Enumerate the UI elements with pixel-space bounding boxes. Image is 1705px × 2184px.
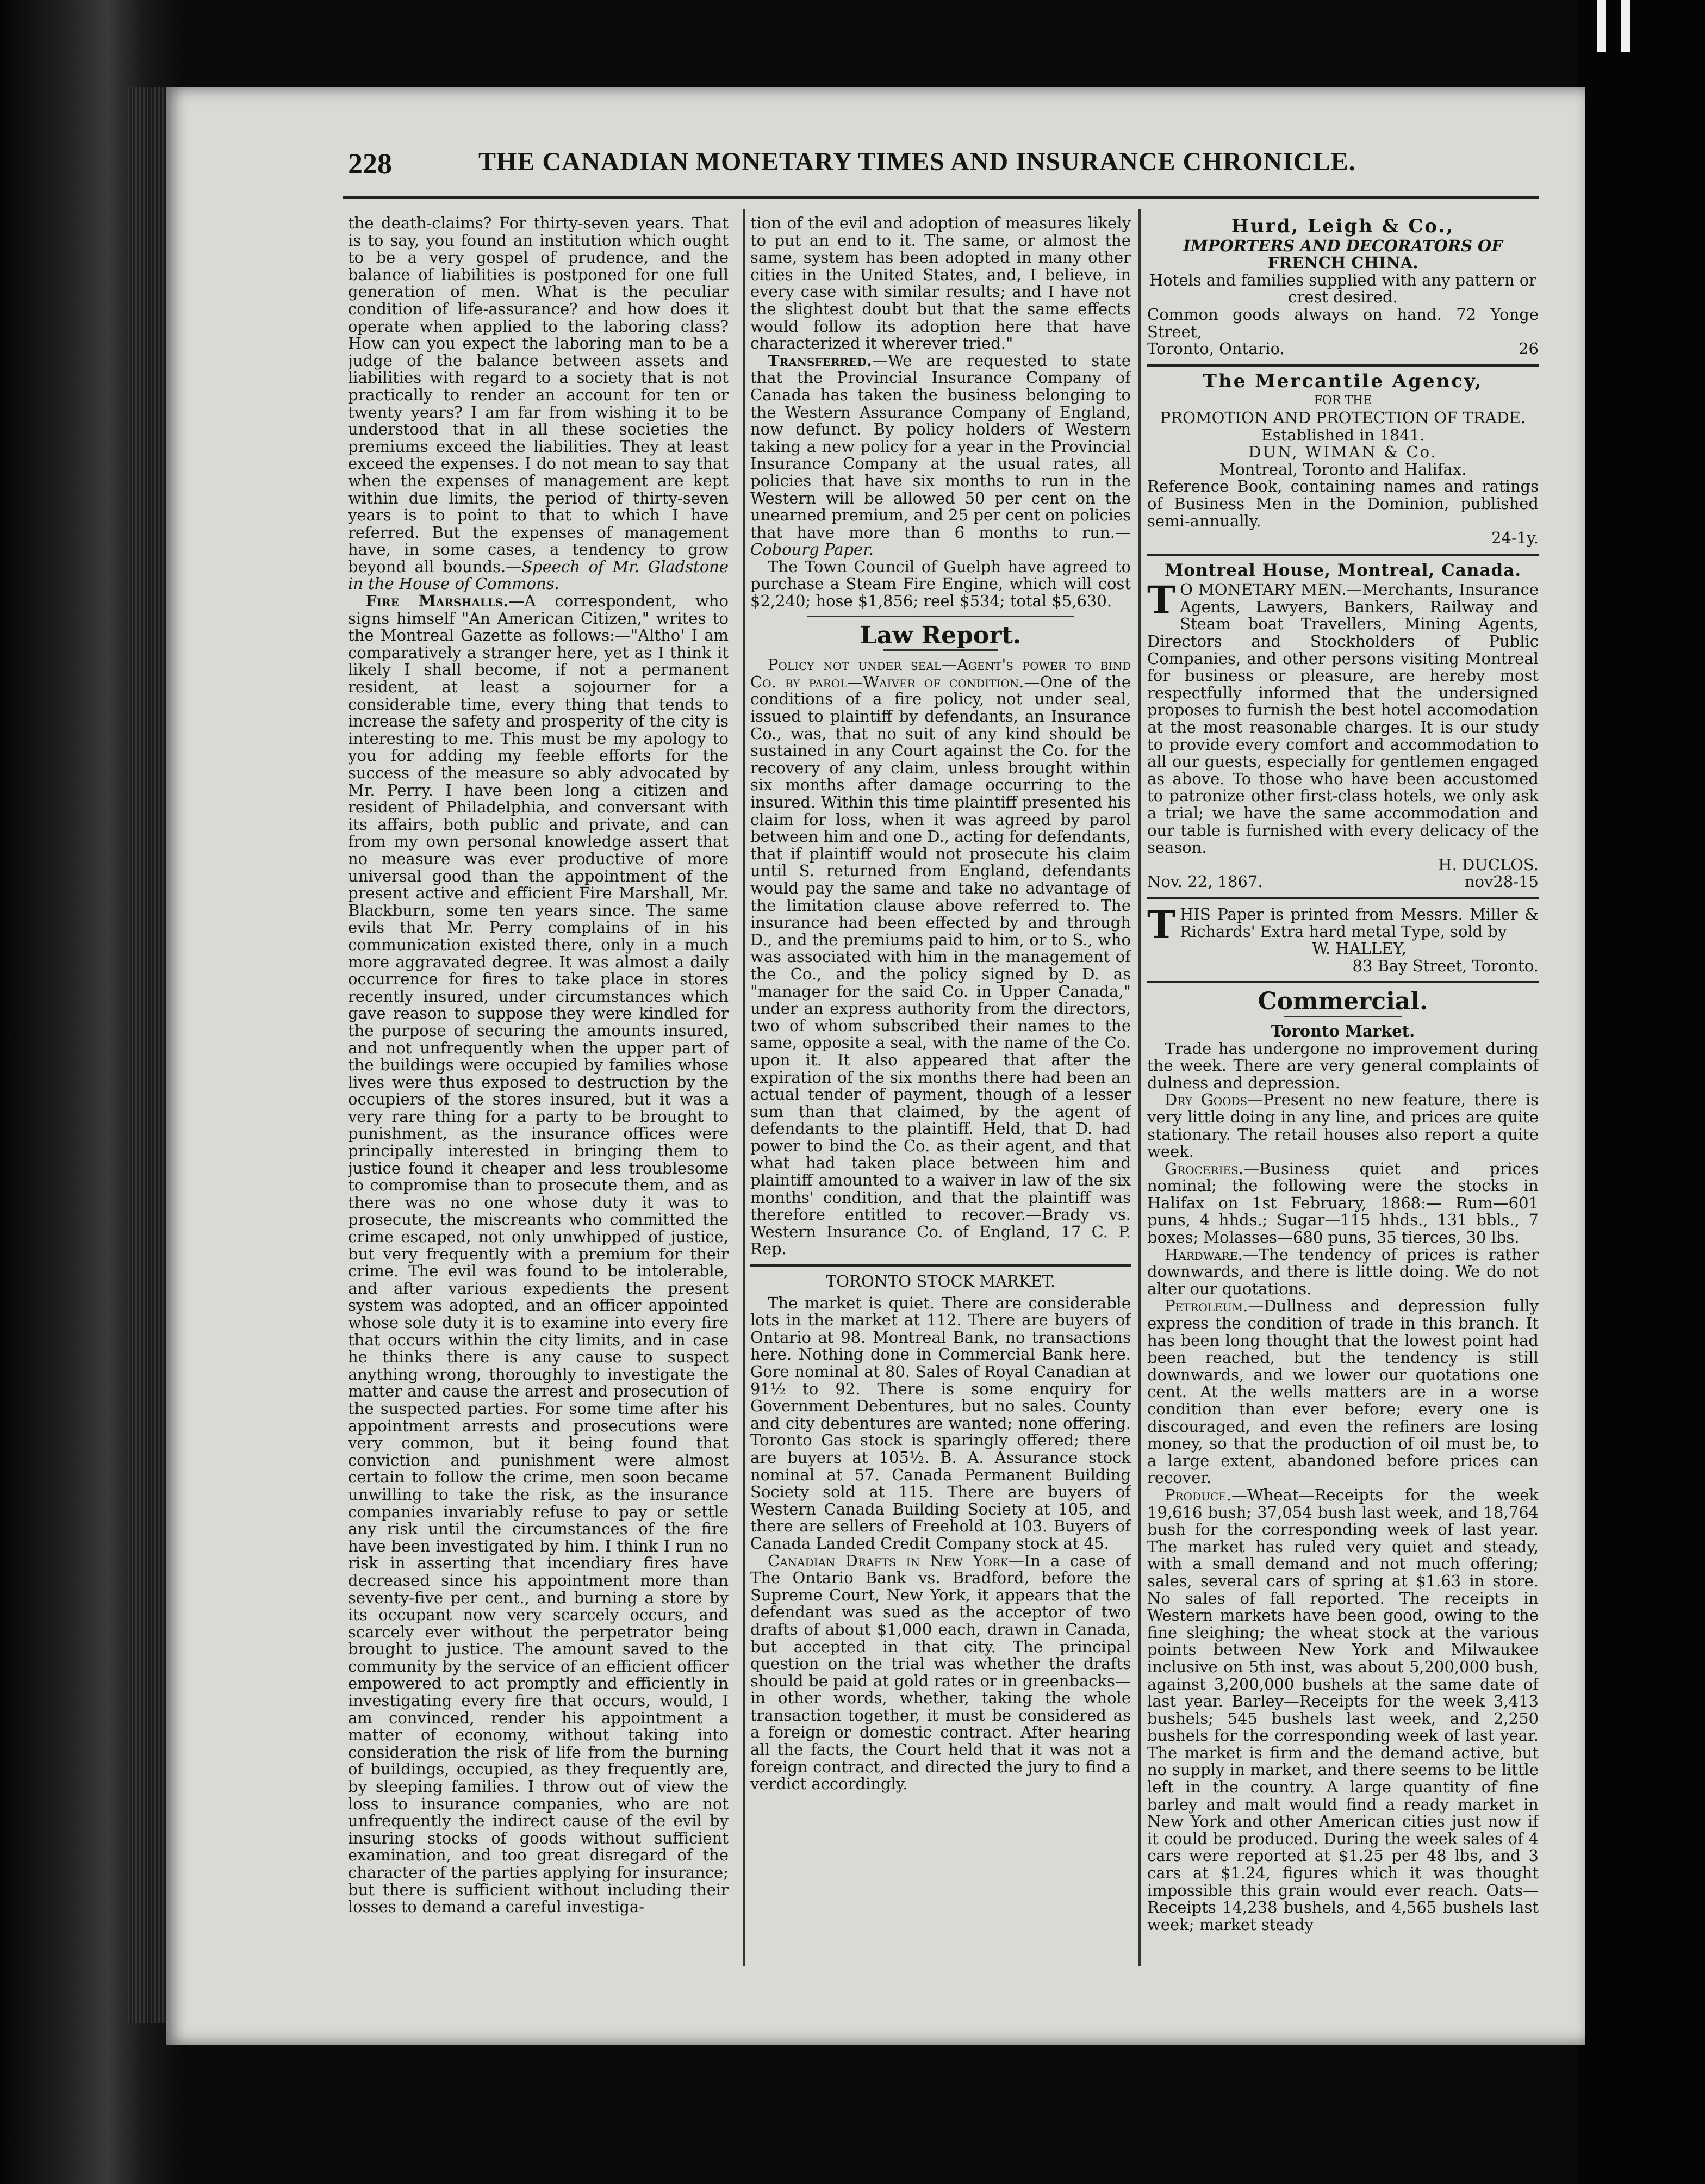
advertisement-mercantile-agency [1147, 370, 1539, 548]
ad-code: 24-1y. [1491, 529, 1539, 548]
ad-divider [1147, 554, 1539, 556]
ad-code: nov28-15 [1464, 872, 1539, 891]
ad-text: Common goods always on hand. 72 Yonge Street, [1147, 305, 1539, 341]
article-head: Transferred. [768, 351, 872, 370]
section-divider [1284, 1016, 1402, 1017]
advertisement-montreal-house [1147, 562, 1539, 891]
article-paragraph [750, 1553, 1131, 1793]
article-head: Fire Marshalls. [365, 592, 509, 611]
article-paragraph [750, 215, 1131, 352]
article-paragraph [750, 656, 1131, 1258]
section-title-law-report: Law Report. [860, 621, 1022, 649]
paragraph-text: —In a case of The Ontario Bank vs. Bradford, before the Supreme Court, New York, it appears that the defendant was sued as the acceptor of two drafts of about $1,000 each, drawn in Canada, but accepted in that city. The principal question on the trial was whether the drafts should be paid at gold rates or in greenbacks—in other words, whether, taking the whole transaction together, it must be considered as a foreign or domestic contract. After hearing all the facts, the Court held that it was not a foreign contract, and directed the jury to find a verdict accordingly. [750, 1551, 1131, 1794]
column-rule [743, 209, 745, 1966]
ad-text: O MONETARY MEN.—Merchants, Insurance Agents, Lawyers, Bankers, Railway and Steam boat Travellers, Mining Agents, Directors and Stockholders of Public Companies, and other persons visiting Montreal for business or pleasure, are hereby most respectfully informed that the undersigned proposes to furnish the best hotel accomodation at the most reasonable charges. It is our study to provide every comfort and accommodation to all our guests, especially for gentlemen engaged as above. To those who have been accustomed to patronize other first-class hotels, we only ask a trial; we have the same accommodation and our table is furnished with every delicacy of the season. [1147, 580, 1539, 857]
drop-cap: T [1147, 902, 1176, 947]
column-left [348, 215, 729, 1974]
ad-subtitle: PROMOTION AND PROTECTION OF TRADE. [1160, 408, 1526, 427]
section-title-stock-market: TORONTO STOCK MARKET. [825, 1272, 1056, 1291]
paragraph-text: —Present no new feature, there is very little doing in any line, and prices are quite stationary. The retail houses also report a quite week. [1147, 1090, 1539, 1161]
article-paragraph [1147, 1487, 1539, 1933]
article-head: Dry Goods [1165, 1090, 1248, 1109]
ad-address: 83 Bay Street, Toronto. [1352, 956, 1539, 975]
section-divider [1147, 981, 1539, 983]
article-head: Policy not under seal—Agent's power to bind Co. by parol—Waiver of condition. [750, 655, 1131, 691]
ad-subtitle: FRENCH CHINA. [1267, 253, 1418, 272]
source-citation: Speech of Mr. Gladstone in the House of Commons. [348, 557, 729, 593]
column-rule [1138, 209, 1141, 1966]
ad-title: Montreal House, Montreal, Canada. [1164, 560, 1522, 580]
column-middle [750, 215, 1131, 1974]
source-citation: Cobourg Paper. [750, 540, 874, 559]
ad-text: Reference Book, containing names and ratings of Business Men in the Dominion, published semi-annually. [1147, 477, 1539, 530]
article-head: Hardware. [1165, 1245, 1243, 1264]
ad-text: Hotels and families supplied with any pattern or crest desired. [1149, 270, 1537, 307]
article-paragraph: The market is quiet. There are considerable lots in the market at 112. There are buyers of Ontario at 98. Montreal Bank, no transactions here. Nothing done in Commercial Bank here. Gore nominal at 80. Sales of Royal Canadian at 91½ to 92. There is some enquiry for Government Debentures, but no sales. County and city debentures are wanted; none offering. Toronto Gas stock is sparingly offered; there are buyers at 105½. B. A. Assurance stock nominal at 57. Canada Permanent Building Society sold at 115. There are buyers of Western Canada Building Society at 105, and there are sellers of Freehold at 103. Buyers of Canada Landed Credit Company stock at 45. [750, 1293, 1131, 1553]
column-right [1147, 215, 1539, 1974]
ad-title: The Mercantile Agency, [1203, 370, 1483, 392]
article-paragraph [1147, 1298, 1539, 1487]
article-paragraph: The Town Council of Guelph have agreed to purchase a Steam Fire Engine, which will cost $2,240; hose $1,856; reel $534; total $5,630. [750, 557, 1131, 611]
ad-text: FOR THE [1314, 394, 1372, 408]
paragraph-text: —We are requested to state that the Provincial Insurance Company of Canada has taken the business belonging to the Western Assurance Company of England, now defunct. By policy holders of Western taking a new policy for a year in the Provincial Insurance Company at the usual rates, all policies that have six months to run in the Western will be allowed 50 per cent on the unearned premium, and 25 per cent on policies that have more than 6 months to run.— [750, 351, 1131, 542]
advertisement-type-foundry [1147, 902, 1539, 975]
article-paragraph [1147, 1161, 1539, 1246]
section-title-commercial: Commercial. [1258, 988, 1428, 1016]
article-paragraph [348, 215, 729, 593]
ad-firm: DUN, WIMAN & Co. [1248, 443, 1438, 462]
article-paragraph: Trade has undergone no improvement during the week. There are very general complaints of dulness and depression. [1147, 1039, 1539, 1092]
ad-text: HIS Paper is printed from Messrs. Miller & Richards' Extra hard metal Type, sold by [1180, 904, 1539, 941]
page-number: 228 [348, 147, 392, 180]
ad-title: Hurd, Leigh & Co., [1231, 215, 1455, 237]
header-rule [343, 196, 1539, 199]
ad-text: Montreal, Toronto and Halifax. [1219, 460, 1467, 479]
paragraph-text: —A correspondent, who signs himself "An American Citizen," writes to the Montreal Gazette as follows:—"Altho' I am comparatively a stranger here, yet as I think it likely I shall become, if not a permanent resident, at least a sojourner for a considerable time, every thing that tends to increase the safety and prosperity of the city is interesting to me. This must be my apology to you for adding my feeble efforts for the success of the measure so ably advocated by Mr. Perry. I have been long a citizen and resident of Philadelphia, and conversant with its affairs, both public and private, and can from my own personal knowledge assert that no measure was ever productive of more universal good than the appointment of the present active and efficient Fire Marshall, Mr. Blackburn, some ten years since. The same evils that Mr. Perry complains of in his communication existed there, only in a much more aggravated degree. It was almost a daily occurrence for fires to take place in stores recently insured, under circumstances which gave reason to suppose they were kindled for the purpose of securing the amounts insured, and not unfrequently when the upper part of the buildings were occupied by families whose lives were thus exposed to destruction by the occupiers of the stores insured, but it was a very rare thing for a party to be brought to punishment, as the insurance offices were principally interested in bringing them to justice found it cheaper and less troublesome to compromise than to prosecute them, and as there was no one whose duty it was to prosecute, the miscreants who committed the crime escaped, not only unwhipped of justice, but very frequently with a premium for their crime. The evil was found to be intolerable, and after various expedients the present system was adopted, and an officer appointed whose sole duty it is to examine into every fire that occurs within the city limits, and in case he thinks there is any cause to suspect anything wrong, thoroughly to investigate the matter and cause the arrest and prosecution of the suspected parties. For some time after his appointment arrests and prosecutions were very common, but it being found that conviction and punishment were almost certain to follow the crime, men soon became unwilling to take the risk, as the insurance companies invariably refuse to pay or settle any risk until the circumstances of the fire have been investigated by him. I think I run no risk in asserting that incendiary fires have decreased since his appointment more than seventy-five per cent., and burning a store by its occupant now very scarcely occurs, and scarcely ever without the perpetrator being brought to justice. The amount saved to the community by the service of an efficient officer empowered to act promptly and efficiently in investigating every fire that occurs, would, I am convinced, render his appointment a matter of economy, without taking into consideration the risk of life from the burning of buildings, occupied, as they frequently are, by sleeping families. I throw out of view the loss to insurance companies, who are not unfrequently the indirect cause of the evil by insuring stocks of goods without sufficient examination, and too great disregard of the character of the parties applying for insurance; but there is sufficient without including their losses to demand a careful investiga- [348, 592, 729, 1916]
ad-signature: H. DUCLOS. [1438, 855, 1539, 874]
ad-divider [1147, 364, 1539, 367]
paragraph-text: tion of the evil and adoption of measures likely to put an end to it. The same, or almost the same, system has been adopted in many other cities in the United States, and, I believe, in every case with similar results; and I have not the slightest doubt but that the same effects would follow its adoption here that have characterized it wherever tried." [750, 215, 1131, 353]
ad-divider [1147, 897, 1539, 899]
article-head: Petroleum. [1165, 1296, 1248, 1316]
paragraph-text: the death-claims? For thirty-seven years. That is to say, you found an institution which ought to be a very gospel of prudence, and the balance of liabilities is postponed for one full generation of men. What is the peculiar condition of life-assurance? and how does it operate when applied to the laboring class? How can you expect the laboring man to be a judge of the balance between assets and liabilities with regard to a society that is not practically to render an account for ten or twenty years? I am far from wishing it to be understood that in all these societies the premiums exceed the liabilities. They at least exceed the expenses. I do not mean to say that when the expenses of management are kept within due limits, the period of thirty-seven years is to point to that to which I have referred. But the expenses of management have, in some cases, a tendency to grow beyond all bounds.— [348, 215, 729, 576]
article-paragraph [348, 593, 729, 1916]
ad-location: Toronto, Ontario. [1147, 339, 1285, 358]
newspaper-title: THE CANADIAN MONETARY TIMES AND INSURANCE CHRONICLE. [478, 147, 1356, 176]
scan-clip-mark [1597, 0, 1606, 52]
paragraph-text: —Wheat—Receipts for the week 19,616 bush; 37,054 bush last week, and 18,764 bush for the corresponding week of last year. The market has ruled very quiet and steady, with a small demand and not much offering; sales, several cars of spring at $1.63 in store. No sales of fall reported. The receipts in Western markets have been good, owing to the fine sleighing; the wheat stock at the various points between New York and Milwaukee inclusive on 5th inst, was about 5,200,000 bush, against 3,200,000 bushels at the same date of last year. Barley—Receipts for the week 3,413 bushels; 545 bushels last week, and 2,250 bushels for the corresponding week of last year. The market is firm and the demand active, but no supply in market, and there seems to be little left in the country. A large quantity of fine barley and malt would find a ready market in New York and other American cities just now if it could be produced. During the week sales of 4 cars were reported at $1.25 per 48 lbs, and 3 cars at $1.24, figures which it was thought impossible this grain would ever reach. Oats—Receipts 14,238 bushels, and 4,565 bushels last week; market steady [1147, 1485, 1539, 1934]
section-divider [750, 1264, 1131, 1267]
ad-text: Established in 1841. [1261, 425, 1425, 444]
article-paragraph [750, 352, 1131, 559]
article-head: Produce. [1165, 1485, 1231, 1504]
article-head: Canadian Drafts in New York [768, 1551, 1009, 1570]
section-divider [883, 649, 998, 651]
ad-code: 26 [1519, 339, 1539, 358]
subsection-title-toronto-market: Toronto Market. [1271, 1021, 1415, 1040]
article-paragraph [1147, 1091, 1539, 1160]
book-spine [0, 0, 179, 2184]
paragraph-text: —One of the conditions of a fire policy, not under seal, issued to plaintiff by defendants, an Insurance Co., was, that no suit of any kind should be sustained in any Court against the Co. for the recovery of any claim, unless brought within six months after damage occurring to the insured. Within this time plaintiff presented his claim for loss, when it was agreed by parol between him and one D., acting for defendants, that if plaintiff would not prosecute his claim until S. returned from England, defendants would pay the same and take no advantage of the limitation clause above referred to. The insurance had been effected by and through D., and the premiums paid to him, or to S., who was associated with him in the management of the Co., and the policy signed by D. as "manager for the said Co. in Upper Canada," under an express authority from the directors, two of whom subscribed their names to the same, opposite a seal, with the name of the Co. upon it. It also appeared that after the expiration of the six months there had been an actual tender of payment, though of a lesser sum than that claimed, by the agent of defendants to the plaintiff. Held, that D. had power to bind the Co. as their agent, and that what had taken place between him and plaintiff amounted to a waiver in law of the six months' condition, and that the plaintiff was therefore entitled to recover.—Brady vs. Western Insurance Co. of England, 17 C. P. Rep. [750, 672, 1131, 1258]
advertisement-hurd-leigh [1147, 215, 1539, 358]
ad-signature: W. HALLEY, [1312, 939, 1407, 958]
ad-subtitle: IMPORTERS AND DECORATORS OF [1183, 236, 1503, 255]
ad-date: Nov. 22, 1867. [1147, 872, 1263, 891]
page-edges [128, 87, 171, 2023]
paragraph-text: —The tendency of prices is rather downwards, and there is little doing. We do not alter our quotations. [1147, 1245, 1539, 1298]
scan-background-right [1577, 0, 1705, 2184]
section-divider [807, 616, 1074, 617]
paragraph-text: —Dullness and depression fully express the condition of trade in this branch. It has been long thought that the lowest point had been reached, but the tendency is still downwards, and we lower our quotations one cent. At the wells matters are in a worse condition than ever before; every one is discouraged, and even the refiners are losing money, so that the production of oil must be, to a large extent, abandoned before prices can recover. [1147, 1296, 1539, 1487]
drop-cap: T [1147, 578, 1176, 623]
article-head: Groceries. [1165, 1159, 1244, 1178]
paragraph-text: —Business quiet and prices nominal; the following were the stocks in Halifax on 1st February, 1868:— Rum—601 puns, 4 hhds.; Sugar—115 hhds., 131 bbls., 7 boxes; Molasses—680 puns, 35 tierces, 30 lbs. [1147, 1159, 1539, 1247]
article-paragraph [1147, 1246, 1539, 1298]
scan-clip-mark [1621, 0, 1630, 52]
